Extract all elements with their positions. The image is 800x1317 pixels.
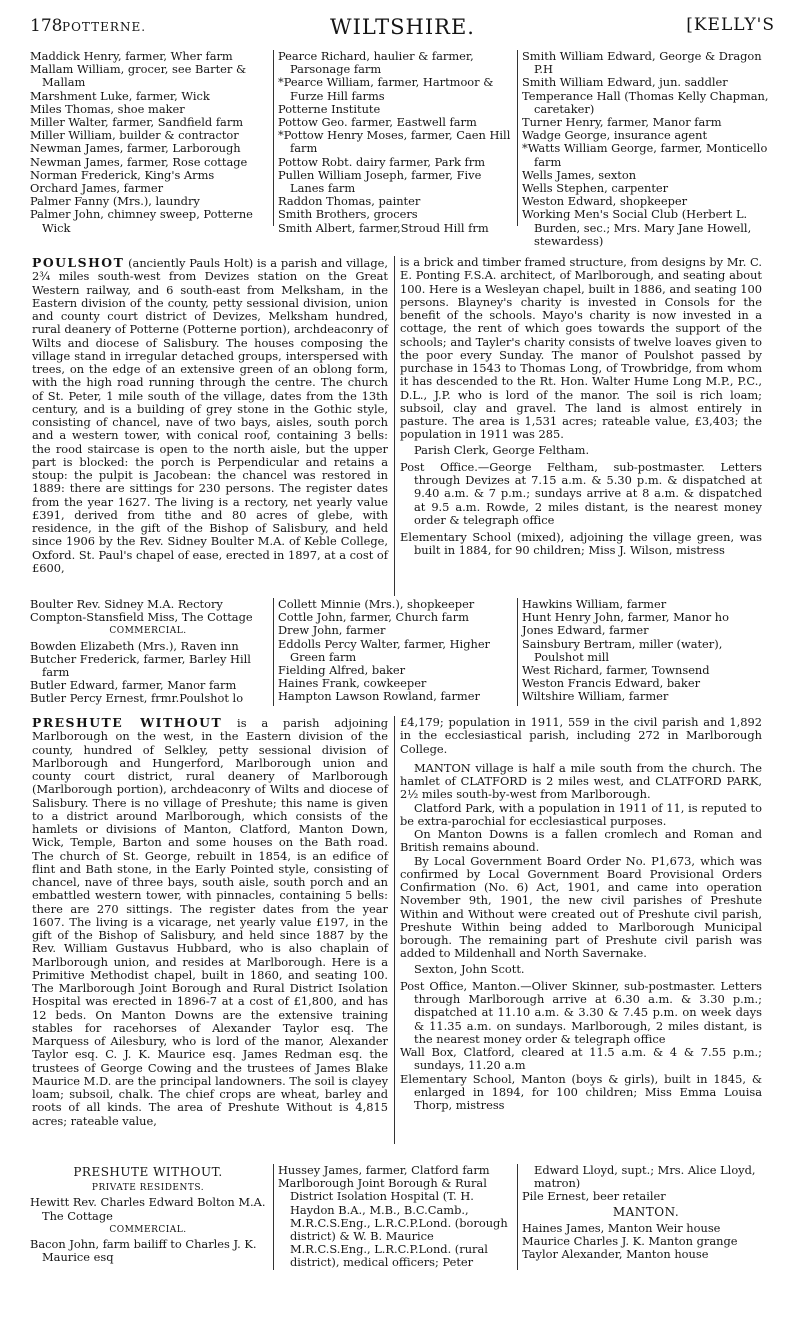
poulshot-text-right: is a brick and timber framed structure, from designs by Mr. C. E. Ponting F.S.A. architect, of Marlborough, and seating about 100. Here is a Wesleyan chapel, built in 1886, and seating 100 persons. Blayney's charity is invested in Consols for the benefit of the schools. Mayo's charity is now invested in a cottage, the rent of which goes towards the support of the schools; and Tayler's charity consists of twelve loaves given to the poor every Sunday. The manor of Poulshot passed by purchase in 1543 to Thomas Long, of Trowbridge, from whom it has descended to the Rt. Hon. Walter Hume Long M.P., P.C., D.L., J.P. who is lord of the manor. The soil is rich loam; subsoil, clay and gravel. The land is almost entirely in pasture. The area is 1,531 acres; rateable value, £3,403; the population in 1911 was 285. — [400, 255, 762, 442]
section-subheading: COMMERCIAL. — [109, 626, 187, 637]
list-entry: Newman James, farmer, Larborough — [30, 141, 241, 156]
list-entry: Butler Percy Ernest, frmr.Poulshot lo — [30, 691, 244, 706]
preshute-clatford-park: Clatford Park, with a population in 1911 of 11, is reputed to be extra-parochial for ecclesiastical purposes. — [400, 800, 762, 828]
list-entry: Sainsbury Bertram, miller (water), Poulshot mill — [522, 636, 723, 664]
preshute-population: £4,179; population in 1911, 559 in the civil parish and 1,892 in the ecclesiastical parish, including 272 in Marlborough College. — [400, 715, 762, 756]
section-subheading: PRIVATE RESIDENTS. — [91, 1183, 205, 1194]
list-entry: Smith William Edward, George & Dragon P.H — [522, 49, 762, 77]
list-entry: Wiltshire William, farmer — [522, 689, 669, 704]
list-entry: Pile Ernest, beer retailer — [522, 1189, 666, 1204]
list-entry: Maddick Henry, farmer, Wher farm — [30, 49, 233, 63]
poulshot-school: Elementary School (mixed), adjoining the village green, was built in 1884, for 90 children; Miss J. Wilson, mistress — [400, 530, 762, 558]
preshute-description-right — [400, 716, 762, 1112]
preshute-manton: MANTON village is half a mile south from the church. The hamlet of CLATFORD is 2 miles west, and CLATFORD PARK, 2½ miles south-by-west from Marlborough. — [400, 760, 762, 802]
poulshot-list-col1 — [30, 598, 266, 706]
list-entry: Wells Stephen, carpenter — [522, 181, 669, 196]
section-heading: MANTON. — [612, 1204, 680, 1219]
preshute-lgb-order: By Local Government Board Order No. P1,673, which was confirmed by Local Government Board Provisional Orders Confirmation (No. 6) Act, 1901, and came into operation November 9th, 1901, the new civil parishes of Preshute Within and Without were created out of Preshute civil parish, Preshute Within being added to Marlborough Municipal borough. The remaining part of Preshute civil parish was added to Mildenhall and North Savernake. — [400, 853, 762, 961]
list-entry: Bacon John, farm bailiff to Charles J. K. Maurice esq — [30, 1237, 257, 1265]
page-number: 178 — [30, 16, 63, 36]
list-entry: Hussey James, farmer, Clatford farm — [278, 1163, 490, 1177]
list-entry: Weston Edward, shopkeeper — [522, 194, 688, 209]
list-entry: Marlborough Joint Borough & Rural District Isolation Hospital (T. H. Haydon B.A., M.B., B.C.Camb., M.R.C.S.Eng., L.R.C.P.Lond. (borough district) & W. B. Maurice M.R.C.S.Eng., L.R.C.P.Lond. (rural district), medical officers; Peter — [278, 1176, 508, 1270]
preshute-heading: PRESHUTE WITHOUT — [32, 715, 223, 730]
preshute-school: Elementary School, Manton (boys & girls), built in 1845, & enlarged in 1894, for 100 children; Miss Emma Louisa Thorp, mistress — [400, 1071, 762, 1112]
list-entry: Marshment Luke, farmer, Wick — [30, 88, 210, 103]
list-entry: Miller Walter, farmer, Sandfield farm — [30, 115, 244, 130]
list-entry: Pullen William Joseph, farmer, Five Lanes farm — [278, 167, 482, 196]
list-entry: Temperance Hall (Thomas Kelly Chapman, caretaker) — [522, 88, 769, 116]
column-rule — [273, 598, 274, 706]
preshute-list — [30, 1164, 770, 1274]
list-entry: Fielding Alfred, baker — [278, 663, 406, 678]
potterne-list-col3 — [522, 50, 770, 248]
preshute-text-left: is a parish adjoining Marlborough on the west, in the Eastern division of the county, hundred of Selkley, petty sessional division of Marlborough and Hungerford, Marlborough union and county court district, rural deanery of Marlborough (Marlborough portion), archdeaconry of Wilts and diocese of Salisbury. There is no village of Preshute; this name is given to a district around Marlborough, which consists of the hamlets or divisions of Manton, Clatford, Manton Down, Wick, Temple, Barton and some houses on the Bath road. The church of St. George, rebuilt in 1854, is an edifice of flint and Bath stone, in the Early Pointed style, consisting of chancel, nave of three bays, south aisle, south porch and an embattled western tower, with pinnacles, containing 5 bells: there are 270 sittings. The register dates from the year 1607. The living is a vicarage, net yearly value £197, in the gift of the Bishop of Salisbury, and held since 1887 by the Rev. William Gustavus Hubbard, who is also chaplain of Marlborough union, and resides at Marlborough. Here is a Primitive Methodist chapel, built in 1860, and seating 100. The Marlborough Joint Borough and Rural District Isolation Hospital was erected in 1896-7 at a cost of £1,800, and has 12 beds. On Manton Downs are the extensive training stables for racehorses of Alexander Taylor esq. The Marquess of Ailesbury, who is lord of the manor, Alexander Taylor esq. C. J. K. Maurice esq. James Redman esq. the trustees of George Cowing and the trustees of James Blake Maurice M.D. are the principal landowners. The soil is clayey loam; subsoil, chalk. The chief crops are wheat, barley and roots of all kinds. The area of Preshute Without is 4,815 acres; rateable value, — [32, 716, 388, 1128]
list-entry: *Pearce William, farmer, Hartmoor & Furze Hill farms — [278, 75, 494, 103]
list-entry: Hunt Henry John, farmer, Manor ho — [522, 610, 729, 625]
poulshot-list — [30, 598, 770, 708]
preshute-list-col2 — [278, 1164, 512, 1270]
list-entry: Palmer Fanny (Mrs.), laundry — [30, 194, 200, 209]
column-rule — [517, 598, 518, 706]
list-entry: Pottow Robt. dairy farmer, Park frm — [278, 154, 486, 169]
list-entry: Raddon Thomas, painter — [278, 194, 421, 209]
section-subheading: COMMERCIAL. — [109, 1224, 187, 1235]
section-heading: PRESHUTE WITHOUT. — [73, 1165, 223, 1179]
list-entry: Collett Minnie (Mrs.), shopkeeper — [278, 597, 475, 611]
list-entry: Pottow Geo. farmer, Eastwell farm — [278, 115, 477, 130]
list-entry: *Watts William George, farmer, Monticello farm — [522, 141, 768, 169]
list-entry: Cottle John, farmer, Church farm — [278, 610, 469, 625]
poulshot-list-col3 — [522, 598, 770, 704]
column-rule — [517, 50, 518, 226]
poulshot-list-col2 — [278, 598, 512, 704]
list-entry: Miller William, builder & contractor — [30, 128, 239, 143]
column-rule — [273, 1164, 274, 1270]
list-entry: Bowden Elizabeth (Mrs.), Raven inn — [30, 638, 239, 653]
poulshot-description-right — [400, 256, 762, 558]
list-entry: Pearce Richard, haulier & farmer, Parsonage farm — [278, 49, 474, 77]
list-entry: Working Men's Social Club (Herbert L. Burden, sec.; Mrs. Mary Jane Howell, stewardess) — [522, 207, 752, 248]
list-entry: Norman Frederick, King's Arms — [30, 167, 215, 182]
list-entry: Jones Edward, farmer — [522, 623, 649, 638]
list-entry: Smith William Edward, jun. saddler — [522, 75, 728, 90]
list-entry: Butler Edward, farmer, Manor farm — [30, 678, 237, 693]
list-entry: Taylor Alexander, Manton house — [522, 1247, 709, 1262]
list-entry: Palmer John, chimney sweep, Potterne Wick — [30, 207, 253, 235]
list-entry: Weston Francis Edward, baker — [522, 676, 701, 691]
column-rule — [394, 256, 395, 596]
list-entry: Butcher Frederick, farmer, Barley Hill farm — [30, 651, 251, 680]
column-rule — [273, 50, 274, 226]
list-entry: Haines Frank, cowkeeper — [278, 676, 427, 691]
list-entry: Smith Albert, farmer,Stroud Hill frm — [278, 220, 489, 235]
potterne-list-col2 — [278, 50, 512, 235]
page-header — [30, 14, 775, 42]
preshute-wall-box: Wall Box, Clatford, cleared at 11.5 a.m. & 4 & 7.55 p.m.; sundays, 11.20 a.m — [400, 1045, 762, 1073]
potterne-list-col1 — [30, 50, 266, 235]
list-entry: Wells James, sexton — [522, 167, 637, 182]
running-head-place: POTTERNE. — [62, 20, 147, 34]
preshute-manton-downs: On Manton Downs is a fallen cromlech and Roman and British remains abound. — [400, 827, 762, 855]
list-entry: Potterne Institute — [278, 101, 381, 116]
list-entry: Mallam William, grocer, see Barter & Mallam — [30, 62, 247, 90]
list-entry: Wadge George, insurance agent — [522, 128, 708, 143]
list-entry: Miles Thomas, shoe maker — [30, 101, 185, 116]
list-entry: Newman James, farmer, Rose cottage — [30, 154, 248, 169]
poulshot-post-office: Post Office.—George Feltham, sub-postmaster. Letters through Devizes at 7.15 a.m. & 5.30 p.m. & dispatched at 9.40 a.m. & 7 p.m.; sundays arrive at 8 a.m. & dispatched at 9.5 a.m. Rowde, 2 miles distant, is the nearest money order & telegraph office — [400, 459, 762, 527]
list-entry-continuation: Edward Lloyd, supt.; Mrs. Alice Lloyd, matron) — [534, 1163, 756, 1191]
list-entry: Hewitt Rev. Charles Edward Bolton M.A. The Cottage — [30, 1195, 266, 1223]
preshute-list-col1 — [30, 1164, 266, 1264]
list-entry: Smith Brothers, grocers — [278, 207, 418, 222]
poulshot-description-left — [32, 256, 388, 575]
list-entry: Hampton Lawson Rowland, farmer — [278, 689, 480, 704]
poulshot-parish-clerk: Parish Clerk, George Feltham. — [414, 442, 590, 457]
running-head-county: WILTSHIRE. — [330, 15, 475, 39]
preshute-description-left — [32, 716, 388, 1128]
poulshot-text-left: (anciently Pauls Holt) is a parish and village, 2¾ miles south-west from Devizes station on the Great Western railway, and 6 south-east from Melksham, in the Eastern division of the county, petty sessional division, union and county court district of Devizes, Melksham hundred, rural deanery of Potterne (Potterne portion), archdeaconry of Wilts and diocese of Salisbury. The houses composing the village stand in irregular detached groups, interspersed with trees, on the edge of an extensive green of an oblong form, with the high road running through the centre. The church of St. Peter, 1 mile south of the village, dates from the 13th century, and is a building of grey stone in the Gothic style, consisting of chancel, nave of two bays, aisles, south porch and a western tower, with conical roof, containing 3 bells: the rood staircase is open to the north aisle, but the upper part is blocked: the porch is Perpendicular and retains a stoup: the pulpit is Jacobean: the chancel was restored in 1889: there are sittings for 230 persons. The register dates from the year 1627. The living is a rectory, net yearly value £391, derived from tithe and 80 acres of glebe, with residence, in the gift of the Bishop of Salisbury, and held since 1906 by the Rev. Sidney Boulter M.A. of Keble College, Oxford. St. Paul's chapel of ease, erected in 1897, at a cost of £600, — [32, 256, 388, 575]
list-entry: Turner Henry, farmer, Manor farm — [522, 115, 722, 130]
list-entry: Maurice Charles J. K. Manton grange — [522, 1234, 738, 1249]
list-entry: *Pottow Henry Moses, farmer, Caen Hill farm — [278, 128, 511, 156]
list-entry: Haines James, Manton Weir house — [522, 1220, 721, 1235]
preshute-list-col3 — [522, 1164, 770, 1261]
poulshot-heading: POULSHOT — [32, 255, 125, 270]
preshute-post-office: Post Office, Manton.—Oliver Skinner, sub-postmaster. Letters through Marlborough arrive at 6.30 a.m. & 3.30 p.m.; dispatched at 11.10 a.m. & 3.30 & 7.45 p.m. on week days & 11.35 a.m. on sundays. Marlborough, 2 miles distant, is the nearest money order & telegraph office — [400, 978, 762, 1046]
column-rule — [517, 1164, 518, 1270]
column-rule — [394, 716, 395, 1144]
list-entry: Orchard James, farmer — [30, 181, 164, 196]
list-entry: Hawkins William, farmer — [522, 597, 667, 611]
list-entry: Eddolls Percy Walter, farmer, Higher Green farm — [278, 636, 491, 664]
preshute-sexton: Sexton, John Scott. — [414, 961, 525, 976]
list-entry: Boulter Rev. Sidney M.A. Rectory — [30, 597, 223, 611]
list-entry: West Richard, farmer, Townsend — [522, 663, 710, 678]
potterne-list — [30, 49, 770, 248]
running-head-publisher: [KELLY'S — [686, 15, 775, 35]
list-entry: Compton-Stansfield Miss, The Cottage — [30, 610, 253, 625]
list-entry: Drew John, farmer — [278, 623, 386, 638]
